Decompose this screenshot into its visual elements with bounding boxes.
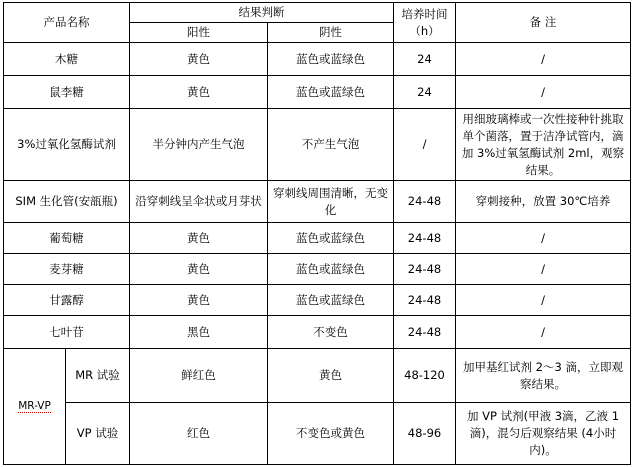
cell-note: 穿刺接种，放置 30℃培养 bbox=[456, 181, 631, 223]
cell-note: 加 VP 试剂(甲液 3滴，乙液 1滴)，混匀后观察结果 (4小时内)。 bbox=[456, 403, 631, 465]
cell-name: 3%过氧化氢酶试剂 bbox=[4, 109, 130, 181]
cell-name: 七叶苷 bbox=[4, 316, 130, 349]
cell-time: 48-120 bbox=[394, 349, 456, 403]
table-row bbox=[4, 109, 631, 181]
cell-positive: 黄色 bbox=[130, 285, 268, 316]
cell-negative: 蓝色或蓝绿色 bbox=[268, 223, 394, 254]
cell-positive: 沿穿刺线呈伞状或月芽状 bbox=[130, 181, 268, 223]
header-product-name: 产品名称 bbox=[4, 3, 130, 43]
header-result: 结果判断 bbox=[130, 3, 394, 23]
cell-negative: 穿刺线周围清晰，无变化 bbox=[268, 181, 394, 223]
mrvp-group-label: MR-VP bbox=[18, 400, 51, 412]
table-row bbox=[4, 316, 631, 349]
cell-time: 24-48 bbox=[394, 254, 456, 285]
header-row bbox=[4, 3, 631, 23]
cell-time: 24-48 bbox=[394, 181, 456, 223]
cell-positive: 鲜红色 bbox=[130, 349, 268, 403]
cell-time: 24-48 bbox=[394, 285, 456, 316]
cell-time: 24-48 bbox=[394, 223, 456, 254]
cell-note: / bbox=[456, 223, 631, 254]
cell-positive: 红色 bbox=[130, 403, 268, 465]
header-culture-time bbox=[394, 3, 456, 43]
cell-negative: 蓝色或蓝绿色 bbox=[268, 43, 394, 76]
culture-time-label: 培养时间 bbox=[401, 6, 448, 21]
table-row bbox=[4, 285, 631, 316]
culture-time-unit: （h） bbox=[409, 23, 440, 38]
table-row bbox=[4, 223, 631, 254]
cell-positive: 黄色 bbox=[130, 76, 268, 109]
cell-note: / bbox=[456, 43, 631, 76]
cell-time: / bbox=[394, 109, 456, 181]
table-row bbox=[4, 254, 631, 285]
cell-positive: 黄色 bbox=[130, 254, 268, 285]
cell-name: VP 试验 bbox=[66, 403, 130, 465]
cell-negative: 蓝色或蓝绿色 bbox=[268, 285, 394, 316]
cell-negative: 蓝色或蓝绿色 bbox=[268, 76, 394, 109]
cell-name: SIM 生化管(安瓿瓶) bbox=[4, 181, 130, 223]
table-row bbox=[4, 76, 631, 109]
cell-positive: 黑色 bbox=[130, 316, 268, 349]
cell-name: 麦芽糖 bbox=[4, 254, 130, 285]
table-row bbox=[4, 181, 631, 223]
cell-note: / bbox=[456, 76, 631, 109]
table-row bbox=[4, 43, 631, 76]
header-remarks: 备 注 bbox=[456, 3, 631, 43]
cell-time: 24-48 bbox=[394, 316, 456, 349]
cell-note: / bbox=[456, 285, 631, 316]
cell-time: 24 bbox=[394, 76, 456, 109]
table-row bbox=[4, 349, 631, 403]
cell-negative: 不变色或黄色 bbox=[268, 403, 394, 465]
results-table bbox=[3, 2, 631, 465]
cell-name: 葡萄糖 bbox=[4, 223, 130, 254]
mrvp-group bbox=[4, 349, 66, 465]
cell-note: 用细玻璃棒或一次性接种针挑取单个菌落，置于洁净试管内，滴加 3%过氧氢酶试剂 2ml，观察结果。 bbox=[456, 109, 631, 181]
cell-note: / bbox=[456, 316, 631, 349]
cell-name: MR 试验 bbox=[66, 349, 130, 403]
table-row bbox=[4, 403, 631, 465]
cell-note: 加甲基红试剂 2～3 滴，立即观察结果。 bbox=[456, 349, 631, 403]
header-positive: 阳性 bbox=[130, 23, 268, 43]
header-negative: 阴性 bbox=[268, 23, 394, 43]
cell-positive: 黄色 bbox=[130, 43, 268, 76]
cell-time: 48-96 bbox=[394, 403, 456, 465]
cell-negative: 不变色 bbox=[268, 316, 394, 349]
cell-name: 甘露醇 bbox=[4, 285, 130, 316]
cell-note: / bbox=[456, 254, 631, 285]
cell-negative: 黄色 bbox=[268, 349, 394, 403]
cell-name: 鼠李糖 bbox=[4, 76, 130, 109]
cell-positive: 半分钟内产生气泡 bbox=[130, 109, 268, 181]
cell-name: 木糖 bbox=[4, 43, 130, 76]
cell-negative: 不产生气泡 bbox=[268, 109, 394, 181]
cell-negative: 蓝色或蓝绿色 bbox=[268, 254, 394, 285]
cell-positive: 黄色 bbox=[130, 223, 268, 254]
cell-time: 24 bbox=[394, 43, 456, 76]
